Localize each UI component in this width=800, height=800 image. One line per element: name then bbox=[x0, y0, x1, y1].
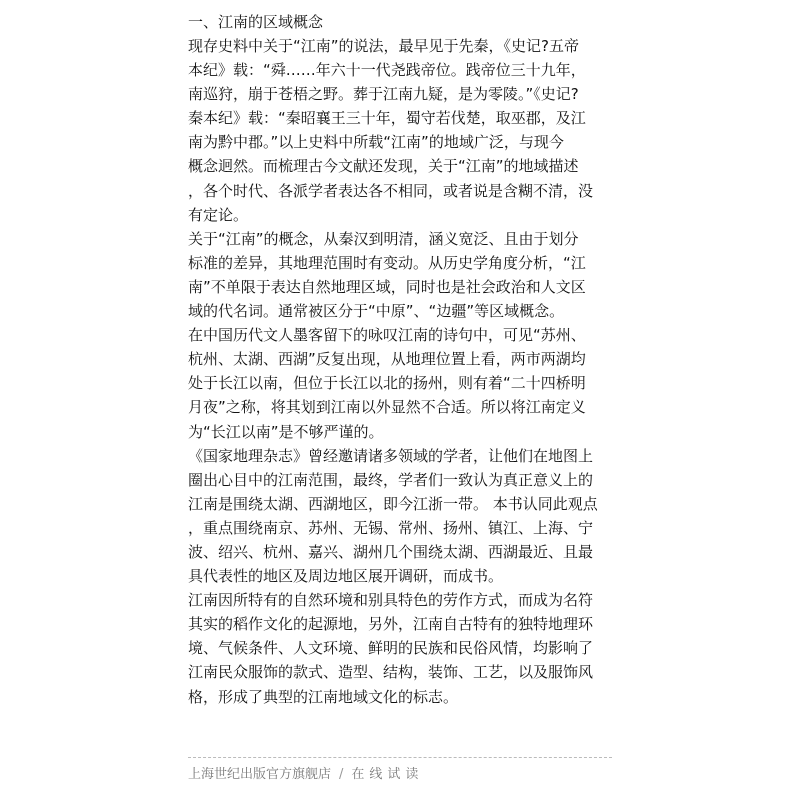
text-line: 具代表性的地区及周边地区展开调研，而成书。 bbox=[188, 567, 504, 586]
footer bbox=[188, 766, 423, 784]
text-line: 处于长江以南，但位于长江以北的扬州，则有着“二十四桥明 bbox=[188, 374, 586, 393]
text-line: 本纪》载：“舜……年六十一代尧践帝位。践帝位三十九年， bbox=[188, 61, 586, 80]
text-line: 圈出心目中的江南范围，最终，学者们一致认为真正意义上的 bbox=[188, 470, 594, 489]
text-line: ，重点围绕南京、苏州、无锡、常州、扬州、镇江、上海、宁 bbox=[188, 518, 594, 537]
store-name-link[interactable]: 上海世纪出版官方旗舰店 bbox=[188, 767, 332, 782]
text-line: 秦本纪》载：“秦昭襄王三十年，蜀守若伐楚，取巫郡，及江 bbox=[188, 109, 586, 128]
text-line: 南巡狩，崩于苍梧之野。葬于江南九疑，是为零陵。”《史记? bbox=[188, 85, 579, 104]
footer-divider bbox=[188, 757, 612, 758]
text-line: 江南是围绕太湖、西湖地区，即今江浙一带。 本书认同此观点 bbox=[188, 494, 598, 513]
text-line: 概念迥然。而梳理古今文献还发现，关于“江南”的地域描述 bbox=[188, 157, 579, 176]
text-line: 杭州、太湖、西湖”反复出现，从地理位置上看，两市两湖均 bbox=[188, 350, 586, 369]
text-line: 境、气候条件、人文环境、鲜明的民族和民俗风情，均影响了 bbox=[188, 639, 594, 658]
footer-separator: / bbox=[339, 767, 344, 782]
text-line: 为“长江以南”是不够严谨的。 bbox=[188, 422, 384, 441]
online-trial-link[interactable]: 在线试读 bbox=[351, 767, 424, 782]
document-body bbox=[188, 10, 616, 709]
text-line: 标准的差异，其地理范围时有变动。从历史学角度分析，“江 bbox=[188, 253, 586, 272]
text-line: 江南民众服饰的款式、造型、结构，装饰、工艺，以及服饰风 bbox=[188, 663, 594, 682]
text-line: 波、绍兴、杭州、嘉兴、湖州几个围绕太湖、西湖最近、且最 bbox=[188, 542, 594, 561]
text-line: ，各个时代、各派学者表达各不相同，或者说是含糊不清，没 bbox=[188, 181, 594, 200]
body-text bbox=[188, 34, 616, 709]
text-line: 格，形成了典型的江南地域文化的标志。 bbox=[188, 687, 459, 706]
text-line: 现存史料中关于“江南”的说法，最早见于先秦，《史记?五帝 bbox=[188, 37, 580, 55]
text-line: 江南因所特有的自然环境和别具特色的劳作方式，而成为名符 bbox=[188, 591, 594, 610]
section-title: 一、江南的区域概念 bbox=[188, 13, 324, 31]
text-line: 月夜”之称，将其划到江南以外显然不合适。所以将江南定义 bbox=[188, 398, 586, 417]
text-line: 其实的稻作文化的起源地，另外，江南自古特有的独特地理环 bbox=[188, 615, 594, 634]
text-line: 关于“江南”的概念，从秦汉到明清，涵义宽泛、且由于划分 bbox=[188, 229, 579, 248]
text-line: 《国家地理杂志》曾经邀请诸多领域的学者，让他们在地图上 bbox=[188, 446, 594, 465]
text-line: 在中国历代文人墨客留下的咏叹江南的诗句中，可见“苏州、 bbox=[188, 326, 586, 345]
text-line: 域的代名词。通常被区分于“中原”、“边疆”等区域概念。 bbox=[188, 302, 565, 321]
text-line: 南”不单限于表达自然地理区域，同时也是社会政治和人文区 bbox=[188, 277, 586, 296]
text-line: 有定论。 bbox=[188, 205, 249, 224]
text-line: 南为黔中郡。”以上史料中所载“江南”的地域广泛，与现今 bbox=[188, 133, 564, 152]
